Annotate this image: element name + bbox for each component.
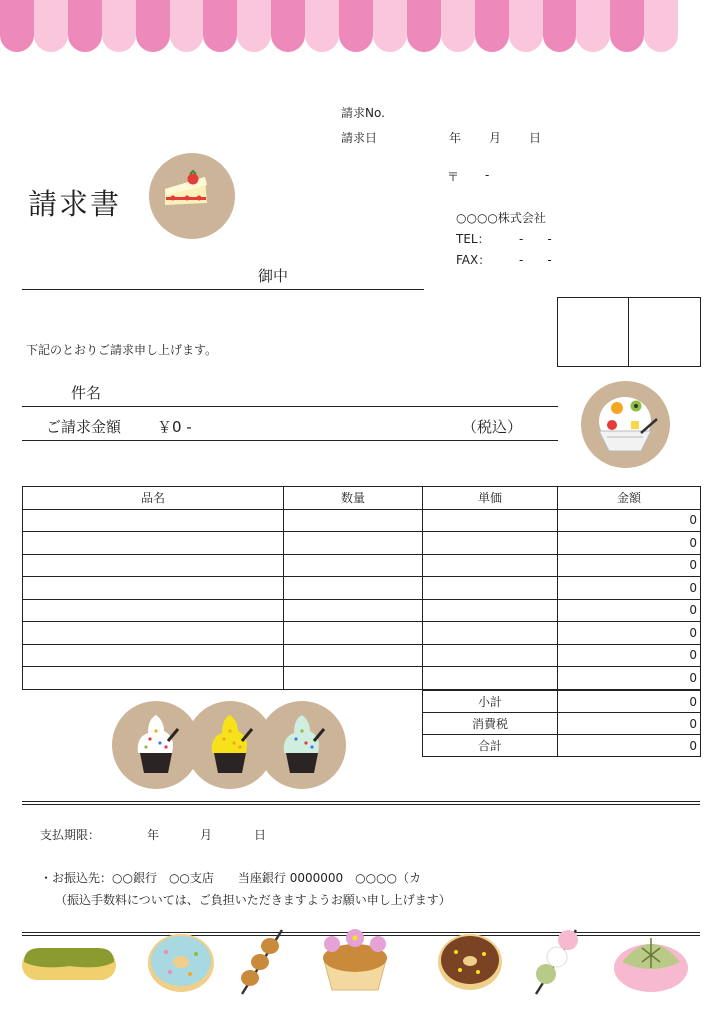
awning-scallop	[339, 0, 373, 52]
column-header-quantity: 数量	[284, 487, 423, 510]
cell-item[interactable]	[23, 554, 284, 577]
awning-scallop	[34, 0, 68, 52]
postal-dash: -	[485, 168, 490, 182]
cell-amount: 0	[558, 509, 701, 532]
amount-underline	[22, 440, 558, 441]
tax-row	[423, 713, 701, 735]
awning-scallop	[136, 0, 170, 52]
cake-icon	[149, 153, 235, 239]
cell-unit-price[interactable]	[423, 599, 558, 622]
awning-scallop	[0, 0, 34, 52]
fax-label: FAX：	[456, 253, 491, 267]
fruit-parfait-icon	[581, 381, 670, 468]
cell-unit-price[interactable]	[423, 622, 558, 645]
table-row	[23, 554, 701, 577]
awning-scallop	[373, 0, 407, 52]
postal-mark: 〒	[447, 170, 460, 184]
donut-icon	[436, 932, 504, 992]
awning-scallop	[237, 0, 271, 52]
payment-deadline-day: 日	[254, 828, 267, 842]
awning-scallop	[203, 0, 237, 52]
cell-amount: 0	[558, 622, 701, 645]
subtotal-row	[423, 691, 701, 713]
cell-unit-price[interactable]	[423, 667, 558, 690]
subject-label: 件名	[71, 384, 102, 402]
invoice-date-day: 日	[529, 131, 542, 145]
cell-amount: 0	[558, 532, 701, 555]
cell-quantity[interactable]	[284, 599, 423, 622]
awning-scallop	[475, 0, 509, 52]
table-row	[23, 644, 701, 667]
awning-scallop	[68, 0, 102, 52]
recipient-underline	[22, 289, 424, 290]
recipient-honorific: 御中	[258, 267, 289, 285]
tax-label: 消費税	[423, 713, 558, 735]
awning-scallop	[543, 0, 577, 52]
cell-item[interactable]	[23, 532, 284, 555]
dango-icon	[528, 924, 584, 998]
donut-icon	[146, 932, 216, 994]
column-header-item: 品名	[23, 487, 284, 510]
payment-deadline-year: 年	[147, 828, 160, 842]
invoice-no-label: 請求No.	[341, 106, 385, 120]
cell-quantity[interactable]	[284, 554, 423, 577]
awning-scallop	[644, 0, 678, 52]
awning-scallop	[509, 0, 543, 52]
section-divider	[22, 801, 700, 802]
soft-serve-icon	[258, 701, 346, 789]
table-row	[23, 622, 701, 645]
cell-amount: 0	[558, 577, 701, 600]
cell-amount: 0	[558, 667, 701, 690]
intro-text: 下記のとおりご請求申し上げます。	[26, 343, 218, 357]
stamp-box-1	[557, 297, 629, 367]
subtotal-label: 小計	[423, 691, 558, 713]
table-row	[23, 667, 701, 690]
awning-scallop	[441, 0, 475, 52]
cell-item[interactable]	[23, 577, 284, 600]
stamp-box-2	[628, 297, 701, 367]
payment-deadline-label: 支払期限：	[40, 828, 101, 842]
sakura-mochi-icon	[612, 932, 690, 994]
cell-unit-price[interactable]	[423, 577, 558, 600]
cell-quantity[interactable]	[284, 667, 423, 690]
invoice-date-month: 月	[489, 131, 502, 145]
cell-amount: 0	[558, 644, 701, 667]
total-value: 0	[558, 735, 701, 757]
awning-scallop	[576, 0, 610, 52]
invoice-date-label: 請求日	[341, 131, 378, 145]
tax-value: 0	[558, 713, 701, 735]
cell-unit-price[interactable]	[423, 509, 558, 532]
cell-quantity[interactable]	[284, 509, 423, 532]
items-table	[22, 486, 701, 690]
table-row	[23, 599, 701, 622]
awning-scallop	[407, 0, 441, 52]
cupcake-icon	[314, 926, 396, 992]
section-divider	[22, 804, 700, 805]
total-row	[423, 735, 701, 757]
awning-scallop	[102, 0, 136, 52]
subject-underline	[22, 406, 558, 407]
transfer-info: ・お振込先：○○銀行 ○○支店 当座銀行 0000000 ○○○○（カ	[40, 871, 422, 885]
cell-unit-price[interactable]	[423, 644, 558, 667]
cell-item[interactable]	[23, 622, 284, 645]
awning-decoration	[0, 0, 678, 52]
cell-unit-price[interactable]	[423, 532, 558, 555]
table-row	[23, 577, 701, 600]
awning-scallop	[610, 0, 644, 52]
cell-quantity[interactable]	[284, 644, 423, 667]
tel-label: TEL：	[456, 232, 490, 246]
table-header-row	[23, 487, 701, 510]
cell-unit-price[interactable]	[423, 554, 558, 577]
cell-item[interactable]	[23, 509, 284, 532]
awning-scallop	[271, 0, 305, 52]
table-row	[23, 532, 701, 555]
cell-item[interactable]	[23, 644, 284, 667]
column-header-amount: 金額	[558, 487, 701, 510]
amount-label: ご請求金額	[46, 418, 122, 436]
transfer-fee-note: （振込手数料については、ご負担いただきますようお願い申し上げます）	[55, 893, 451, 907]
cell-quantity[interactable]	[284, 622, 423, 645]
invoice-date-year: 年	[449, 131, 462, 145]
table-row	[23, 509, 701, 532]
totals-table	[422, 690, 701, 757]
tel-value: - -	[519, 232, 552, 246]
total-label: 合計	[423, 735, 558, 757]
payment-deadline-month: 月	[200, 828, 213, 842]
dango-icon	[236, 926, 288, 998]
cell-amount: 0	[558, 599, 701, 622]
cell-quantity[interactable]	[284, 532, 423, 555]
tax-note: （税込）	[462, 418, 523, 436]
eclair-icon	[20, 940, 118, 986]
cell-item[interactable]	[23, 599, 284, 622]
sender-company: ○○○○株式会社	[456, 211, 546, 225]
column-header-unit-price: 単価	[423, 487, 558, 510]
page-title: 請求書	[28, 187, 122, 221]
fax-value: - -	[519, 253, 552, 267]
cell-quantity[interactable]	[284, 577, 423, 600]
awning-scallop	[170, 0, 204, 52]
awning-scallop	[305, 0, 339, 52]
subtotal-value: 0	[558, 691, 701, 713]
amount-value: ￥0 -	[157, 418, 192, 436]
cell-item[interactable]	[23, 667, 284, 690]
cell-amount: 0	[558, 554, 701, 577]
